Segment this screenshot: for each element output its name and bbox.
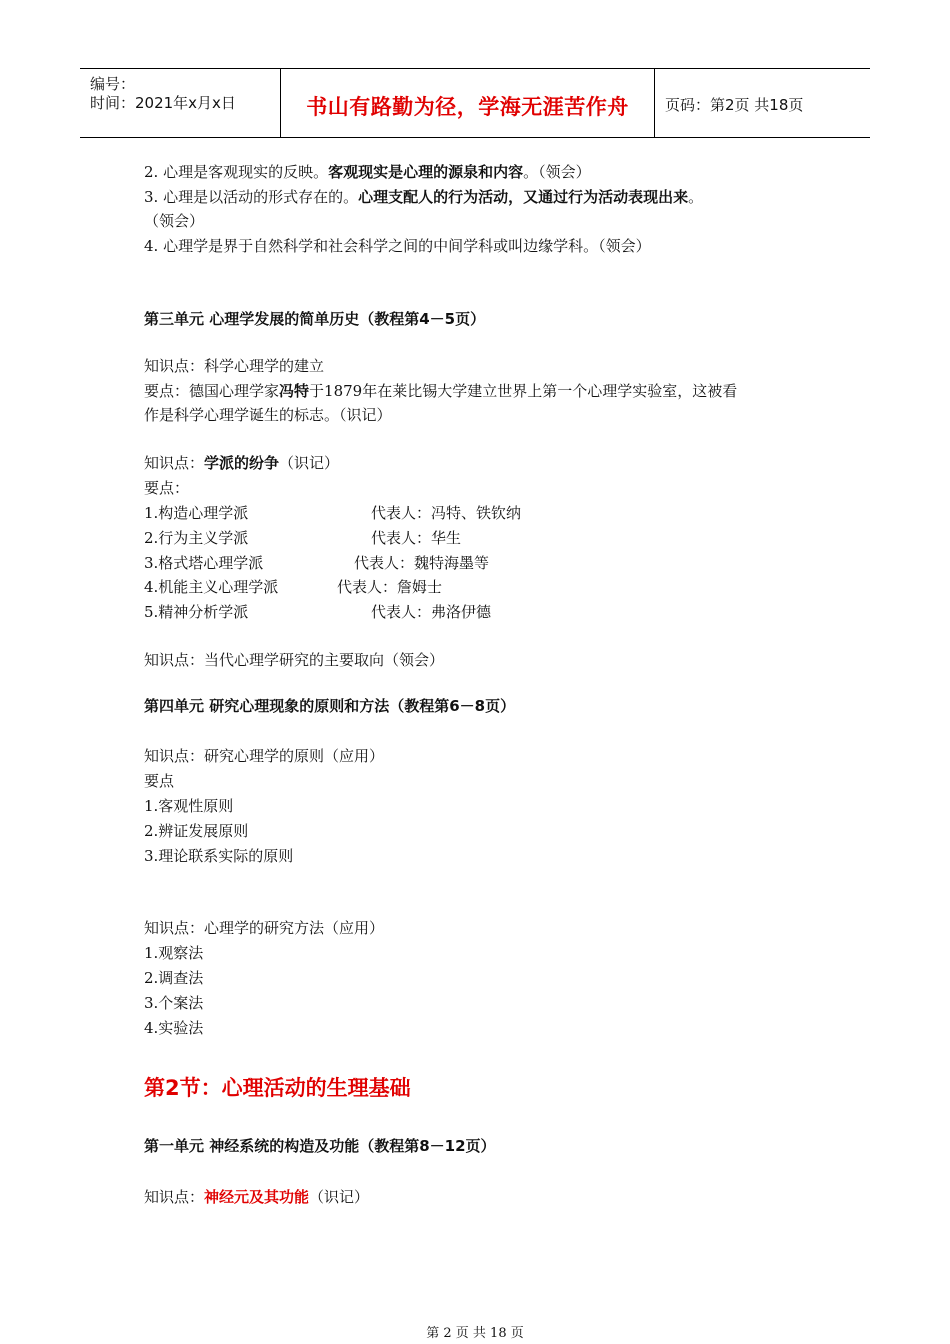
school-rep: 代表人：华生	[371, 529, 462, 547]
page-header	[80, 68, 870, 138]
header-motto-cell	[281, 69, 655, 137]
unit4-points-label: 要点	[144, 772, 175, 790]
unit4-heading: 第四单元 研究心理现象的原则和方法（教程第6－8页）	[144, 697, 516, 715]
section2-kp-pre: 知识点：	[144, 1188, 205, 1206]
school-name: 2.行为主义学派	[144, 529, 249, 547]
section2-kp-red: 神经元及其功能	[204, 1188, 310, 1206]
unit3-kp2	[144, 453, 339, 473]
principle-item: 3.理论联系实际的原则	[144, 847, 294, 865]
school-rep: 代表人：冯特、铁钦纳	[371, 504, 522, 522]
unit4-kp1: 知识点：研究心理学的原则（应用）	[144, 747, 385, 765]
intro-item-2-tail: 。（领会）	[523, 163, 591, 181]
school-name: 5.精神分析学派	[144, 603, 249, 621]
method-item: 1.观察法	[144, 944, 204, 962]
intro-item-3-tail: 。	[688, 188, 704, 206]
section2-kp-tail: （识记）	[309, 1188, 370, 1206]
intro-item-2-bold: 客观现实是心理的源泉和内容	[328, 163, 524, 181]
intro-item-3	[144, 187, 703, 207]
section2-kp	[144, 1187, 369, 1207]
unit3-kp2-bold: 学派的纷争	[204, 454, 280, 472]
unit3-point-bold: 冯特	[279, 382, 310, 400]
page-info: 页码：第2页 共18页	[665, 96, 804, 114]
principle-item: 1.客观性原则	[144, 797, 234, 815]
header-page-cell	[655, 69, 870, 137]
unit4-kp2: 知识点：心理学的研究方法（应用）	[144, 919, 385, 937]
method-item: 3.个案法	[144, 994, 204, 1012]
intro-item-3-text: 3. 心理是以活动的形式存在的。	[144, 188, 359, 206]
serial-label: 编号：	[90, 75, 136, 93]
section2-unit1-heading: 第一单元 神经系统的构造及功能（教程第8－12页）	[144, 1137, 496, 1155]
unit3-point-cont: 作是科学心理学诞生的标志。（识记）	[144, 406, 392, 424]
intro-item-4: 4. 心理学是界于自然科学和社会科学之间的中间学科或叫边缘学科。（领会）	[144, 237, 651, 255]
unit3-kp1: 知识点：科学心理学的建立	[144, 357, 325, 375]
method-item: 2.调查法	[144, 969, 204, 987]
time-label: 时间：2021年x月x日	[90, 94, 236, 112]
intro-item-3-bold: 心理支配人的行为活动，又通过行为活动表现出来	[358, 188, 689, 206]
intro-item-2	[144, 162, 591, 182]
unit3-kp2-tail: （识记）	[279, 454, 340, 472]
school-name: 1.构造心理学派	[144, 504, 249, 522]
school-name: 3.格式塔心理学派	[144, 554, 264, 572]
school-rep: 代表人：詹姆士	[337, 578, 443, 596]
school-rep: 代表人：魏特海墨等	[354, 554, 490, 572]
page-footer: 第 2 页 共 18 页	[426, 1326, 524, 1341]
header-meta-cell	[80, 69, 281, 137]
unit3-point	[144, 381, 737, 401]
unit3-point-post: 于1879年在莱比锡大学建立世界上第一个心理学实验室，这被看	[309, 382, 738, 400]
school-name: 4.机能主义心理学派	[144, 578, 279, 596]
intro-item-3-cont: （领会）	[144, 212, 205, 230]
unit3-kp3: 知识点：当代心理学研究的主要取向（领会）	[144, 651, 445, 669]
principle-item: 2.辨证发展原则	[144, 822, 249, 840]
motto: 书山有路勤为径，学海无涯苦作舟	[306, 95, 629, 119]
method-item: 4.实验法	[144, 1019, 204, 1037]
unit3-kp2-pre: 知识点：	[144, 454, 205, 472]
section-title: 第2节：心理活动的生理基础	[144, 1076, 411, 1100]
unit3-points-label: 要点：	[144, 479, 190, 497]
unit3-point-pre: 要点：德国心理学家	[144, 382, 280, 400]
unit3-heading: 第三单元 心理学发展的简单历史（教程第4－5页）	[144, 310, 486, 328]
school-rep: 代表人：弗洛伊德	[371, 603, 492, 621]
intro-item-2-text: 2. 心理是客观现实的反映。	[144, 163, 329, 181]
